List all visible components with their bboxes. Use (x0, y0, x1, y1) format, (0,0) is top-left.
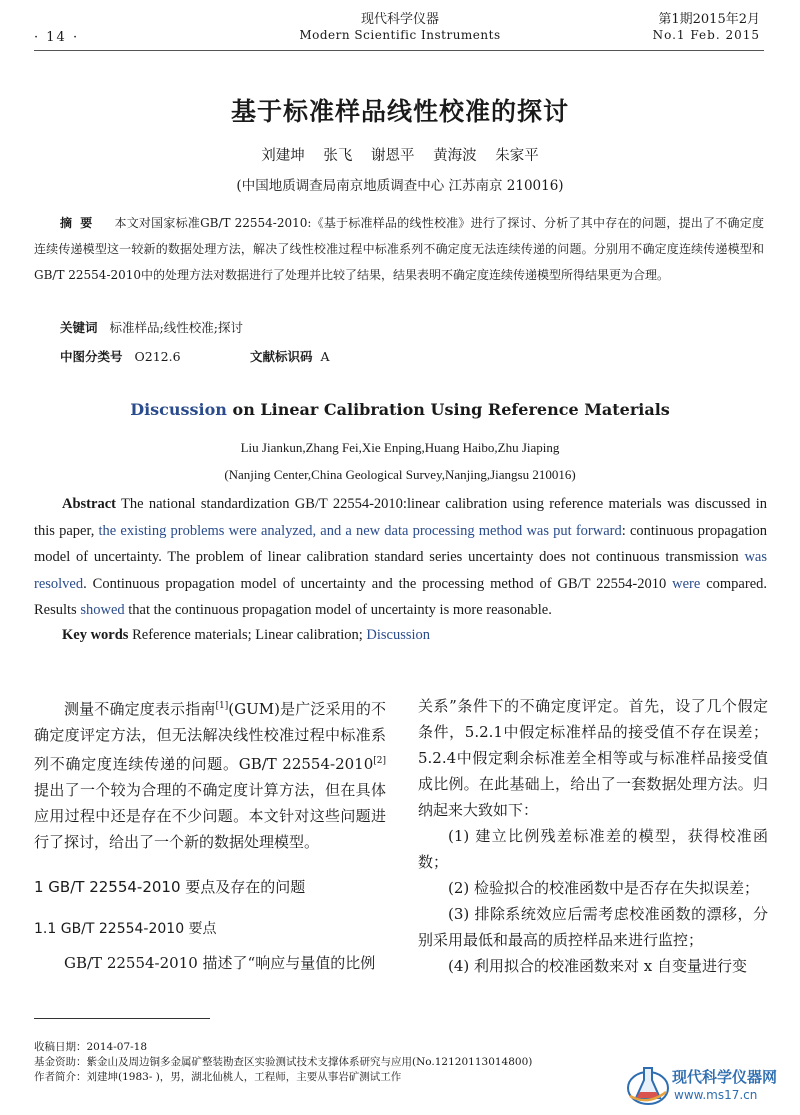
footnote-received: 收稿日期：2014-07-18 (34, 1041, 148, 1053)
document-code (250, 347, 330, 365)
intro-text-a: 测量不确定度表示指南 (64, 700, 216, 718)
list-item-2: (2) 检验拟合的校准函数中是否存在失拟误差； (448, 879, 760, 897)
authors-en: Liu Jiankun,Zhang Fei,Xie Enping,Huang Haibo,Zhu Jiaping (240, 440, 560, 455)
citation-2: [2] (373, 756, 386, 766)
abstract-en-t2: the existing problems were analyzed, and a new data processing method was put forward (98, 522, 622, 539)
keywords-en-label: Key words (62, 627, 129, 643)
list-item-1: (1) 建立比例残差标准差的模型，获得校准函数； (418, 827, 768, 871)
classification-number (60, 347, 181, 365)
keywords-cn (60, 318, 243, 336)
classification-value: O212.6 (134, 349, 181, 364)
section-1-1-text: GB/T 22554-2010 描述了“响应与量值的比例 (64, 954, 376, 972)
keywords-en-t2: Discussion (366, 627, 431, 643)
classification-label: 中图分类号 (60, 349, 123, 364)
abstract-en-t9: that the continuous propagation model of uncertainty is more reasonable. (128, 602, 552, 618)
document-code-label: 文献标识码 (250, 349, 313, 364)
intro-paragraph (34, 693, 386, 855)
authors-cn: 刘建坤 张飞 谢恩平 黄海波 朱家平 (261, 148, 539, 164)
journal-name-en: Modern Scientific Instruments (299, 28, 501, 42)
list-item-4: (4) 利用拟合的校准函数来对 x 自变量进行变 (448, 957, 748, 975)
keywords-cn-label: 关键词 (60, 320, 98, 335)
abstract-cn-text: 本文对国家标准GB/T 22554-2010:《基于标准样品的线性校准》进行了探讨、分析了其中存在的问题，提出了不确定度连续传递模型这一较新的数据处理方法，解决了线性校准过程中标准系列不确定度无法连续传递的问题。分别用不确定度连续传递模型和GB/T 22554-2010中的处理方法对数据进行了处理并比较了结果，结果表明不确定度连续传递模型所得结果更为合理。 (34, 216, 764, 282)
footnote-author: 作者简介：刘建坤(1983- )，男，湖北仙桃人，工程师，主要从事岩矿测试工作 (34, 1071, 402, 1083)
intro-text-c: 提出了一个较为合理的不确定度计算方法，但在具体应用过程中还是存在不少问题。本文针对这些问题进行了探讨，给出了一个新的数据处理模型。 (34, 781, 386, 851)
abstract-en (34, 491, 767, 624)
paper-title-cn: 基于标准样品线性校准的探讨 (230, 97, 569, 126)
abstract-en-t6: were (672, 575, 701, 592)
header-rule (34, 50, 764, 51)
right-paragraph: 关系”条件下的不确定度评定。首先，设了几个假定条件，5.2.1中假定标准样品的接受值不存在误差；5.2.4中假定剩余标准差全相等或与标准样品接受值成比例。在此基础上，给出了一套数据处理方法。归纳起来大致如下： (418, 697, 768, 819)
abstract-cn-label: 摘要 (60, 216, 101, 230)
affiliation-en: (Nanjing Center,China Geological Survey,Nanjing,Jiangsu 210016) (224, 467, 576, 482)
page-number: · 14 · (34, 30, 80, 45)
journal-name-cn: 现代科学仪器 (360, 12, 439, 27)
issue-cn: 第1期2015年2月 (658, 12, 760, 27)
abstract-cn (34, 210, 764, 288)
abstract-en-t5: . Continuous propagation model of uncertainty and the processing method of GB/T 22554-2010 (83, 575, 667, 592)
section-1-heading: 1 GB/T 22554-2010 要点及存在的问题 (34, 878, 306, 896)
title-en-part1: Discussion (130, 400, 227, 419)
abstract-en-label: Abstract (62, 496, 116, 512)
list-item-3: (3) 排除系统效应后需考虑校准函数的漂移，分别采用最低和最高的质控样品来进行监控； (418, 905, 768, 949)
paper-title-en (0, 400, 800, 419)
flask-logo-icon (626, 1062, 670, 1108)
citation-1: [1] (215, 701, 229, 711)
abstract-en-t3: : continuous propagation model of uncertainty. The problem of linear calibration standard series uncertainty does not continuous transmission (34, 522, 768, 565)
keywords-cn-text: 标准样品;线性校准;探讨 (109, 320, 243, 335)
right-column (418, 693, 768, 979)
title-en-part2: on Linear Calibration Using Reference Materials (232, 400, 670, 419)
footnote-fund: 基金资助：紫金山及周边铜多金属矿整装勘查区实验测试技术支撑体系研究与应用(No.12120113014800) (34, 1056, 533, 1068)
footnote-rule (34, 1018, 210, 1019)
watermark-name: 现代科学仪器网 (672, 1068, 778, 1086)
issue-en: No.1 Feb. 2015 (652, 28, 760, 42)
watermark-url: www.ms17.cn (674, 1088, 758, 1102)
abstract-en-t7: compared. Results (34, 575, 768, 618)
keywords-en (62, 627, 430, 644)
affiliation-cn: (中国地质调查局南京地质调查中心 江苏南京 210016) (236, 178, 564, 194)
intro-text-b: (GUM)是广泛采用的不确定度评定方法，但无法解决线性校准过程中标准系列不确定度连续传递的问题。GB/T 22554-2010 (34, 700, 386, 773)
abstract-en-t8: showed (80, 602, 125, 618)
keywords-en-t1: Reference materials; Linear calibration; (132, 627, 363, 643)
abstract-en-t1: The national standardization GB/T 22554-2010:linear calibration using reference materials was discussed in this paper, (34, 496, 767, 539)
section-1-1-heading: 1.1 GB/T 22554-2010 要点 (34, 921, 217, 937)
watermark-logo[interactable] (622, 1060, 792, 1110)
document-code-value: A (320, 349, 330, 364)
abstract-en-t4: was resolved (34, 549, 767, 592)
